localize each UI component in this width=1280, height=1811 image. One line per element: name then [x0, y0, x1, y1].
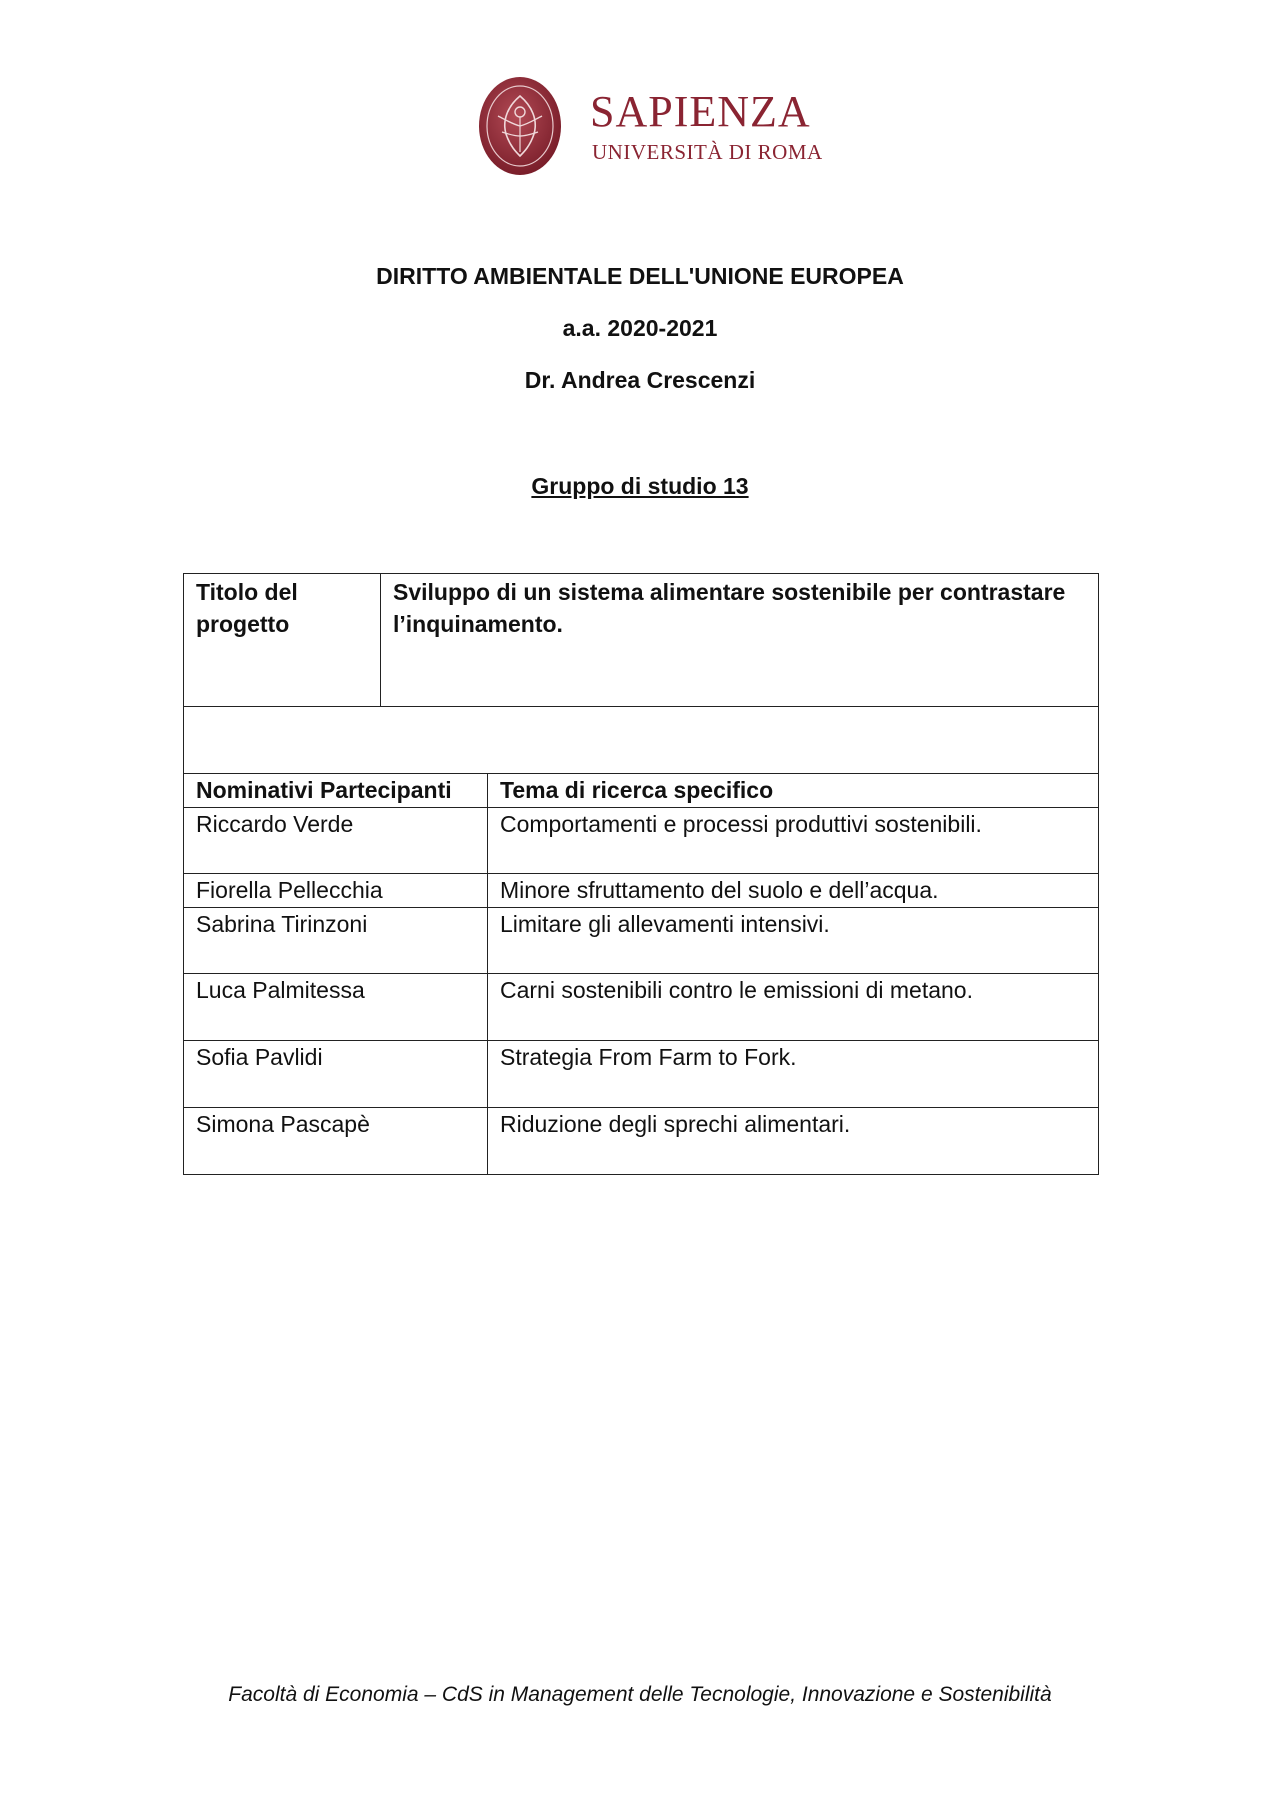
page-footer: Facoltà di Economia – CdS in Management delle Tecnologie, Innovazione e Sostenibilità	[228, 1683, 1052, 1706]
project-title-row	[184, 574, 1099, 707]
participant-topic: Carni sostenibili contro le emissioni di metano.	[488, 974, 1099, 1041]
table-row	[184, 1108, 1099, 1175]
logo-subtitle: UNIVERSITÀ DI ROMA	[592, 140, 823, 164]
participant-topic: Limitare gli allevamenti intensivi.	[488, 908, 1099, 974]
study-group-title: Gruppo di studio 13	[531, 473, 749, 499]
spacer-row	[184, 707, 1099, 774]
participants-topic-header: Tema di ricerca specifico	[488, 774, 1099, 808]
participant-name: Fiorella Pellecchia	[184, 874, 488, 908]
participant-topic: Minore sfruttamento del suolo e dell’acqua.	[488, 874, 1099, 908]
project-title-value: Sviluppo di un sistema alimentare sostenibile per contrastare l’inquinamento.	[381, 574, 1099, 707]
university-logo	[478, 76, 823, 180]
professor-name: Dr. Andrea Crescenzi	[524, 367, 756, 393]
participant-topic: Strategia From Farm to Fork.	[488, 1041, 1099, 1108]
table-row	[184, 974, 1099, 1041]
participant-name: Riccardo Verde	[184, 808, 488, 874]
academic-year: a.a. 2020-2021	[562, 315, 718, 341]
table-row	[184, 874, 1099, 908]
project-title-label: Titolo del progetto	[184, 574, 381, 707]
participant-name: Sofia Pavlidi	[184, 1041, 488, 1108]
participant-topic: Comportamenti e processi produttivi sostenibili.	[488, 808, 1099, 874]
participants-header-row	[184, 774, 1099, 808]
participant-name: Luca Palmitessa	[184, 974, 488, 1041]
project-table	[183, 573, 1099, 1175]
participants-name-header: Nominativi Partecipanti	[184, 774, 488, 808]
logo-wordmark: SAPIENZA	[590, 87, 811, 136]
participant-name: Sabrina Tirinzoni	[184, 908, 488, 974]
spacer-cell	[184, 707, 1099, 774]
university-seal-icon	[478, 76, 562, 176]
participant-topic: Riduzione degli sprechi alimentari.	[488, 1108, 1099, 1175]
participant-name: Simona Pascapè	[184, 1108, 488, 1175]
table-row	[184, 908, 1099, 974]
course-title: DIRITTO AMBIENTALE DELL'UNIONE EUROPEA	[376, 263, 904, 289]
table-row	[184, 1041, 1099, 1108]
table-row	[184, 808, 1099, 874]
